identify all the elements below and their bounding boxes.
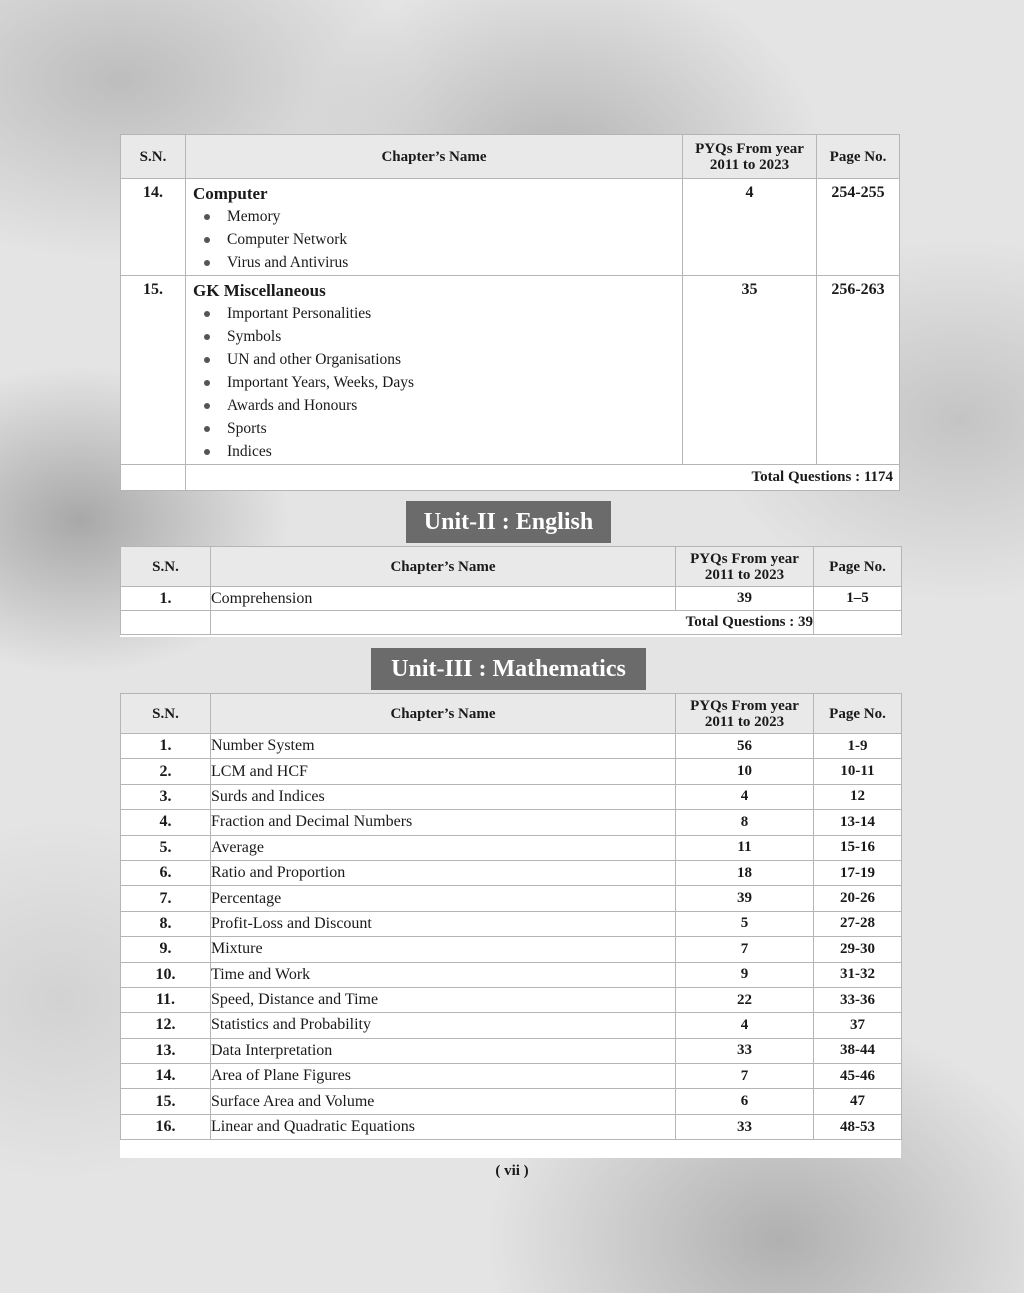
row-pyqs: 39 (676, 587, 814, 611)
topic-label: Important Personalities (227, 305, 372, 322)
bullet-icon (204, 237, 210, 243)
row-pyqs: 5 (676, 911, 814, 936)
topic-item (187, 205, 681, 228)
row-sn: 4. (121, 810, 211, 835)
row-page: 29-30 (814, 937, 902, 962)
topic-list (187, 205, 681, 274)
row-page: 45-46 (814, 1064, 902, 1089)
row-chapter: Statistics and Probability (211, 1013, 676, 1038)
chapter-title: Computer (193, 184, 268, 203)
row-chapter: Speed, Distance and Time (211, 987, 676, 1012)
unit1-table (120, 134, 900, 491)
row-page: 47 (814, 1089, 902, 1114)
row-sn: 1. (121, 734, 211, 759)
table-row (121, 886, 902, 911)
table-row (121, 937, 902, 962)
topic-label: Virus and Antivirus (227, 254, 349, 271)
header-pyqs: PYQs From year 2011 to 2023 (676, 547, 814, 587)
total-row (121, 611, 902, 635)
topic-label: Symbols (227, 328, 282, 345)
row-page: 48-53 (814, 1114, 902, 1139)
header-page-no: Page No. (817, 135, 900, 179)
row-page: 38-44 (814, 1038, 902, 1063)
row-pyqs: 10 (676, 759, 814, 784)
row-pyqs: 4 (676, 784, 814, 809)
table-row (121, 734, 902, 759)
bullet-icon (204, 403, 210, 409)
topic-item (187, 394, 681, 417)
table-row (121, 784, 902, 809)
row-pyqs: 7 (676, 1064, 814, 1089)
unit2-table (120, 546, 902, 635)
table-row (121, 860, 902, 885)
row-chapter: Profit-Loss and Discount (211, 911, 676, 936)
bullet-icon (204, 380, 210, 386)
topic-item (187, 348, 681, 371)
row-chapter: Data Interpretation (211, 1038, 676, 1063)
header-chapter-name: Chapter’s Name (186, 135, 683, 179)
row-pyqs: 9 (676, 962, 814, 987)
table-row (121, 1114, 902, 1139)
row-pyqs: 35 (683, 276, 817, 465)
row-sn: 6. (121, 860, 211, 885)
row-sn: 12. (121, 1013, 211, 1038)
bullet-icon (204, 357, 210, 363)
bullet-icon (204, 214, 210, 220)
topic-item (187, 417, 681, 440)
total-empty-cell (121, 465, 186, 491)
row-chapter: LCM and HCF (211, 759, 676, 784)
page-number: ( vii ) (495, 1163, 529, 1179)
row-page: 12 (814, 784, 902, 809)
bullet-icon (204, 334, 210, 340)
total-empty-cell (814, 611, 902, 635)
table-row (121, 276, 900, 465)
topic-item (187, 302, 681, 325)
row-chapter (186, 179, 683, 276)
row-pyqs: 33 (676, 1038, 814, 1063)
topic-label: Indices (227, 443, 272, 460)
table-row (121, 1038, 902, 1063)
bullet-icon (204, 311, 210, 317)
topic-item (187, 325, 681, 348)
header-sn: S.N. (121, 694, 211, 734)
topic-item (187, 251, 681, 274)
table-row (121, 987, 902, 1012)
row-sn: 7. (121, 886, 211, 911)
header-page-no: Page No. (814, 547, 902, 587)
row-sn: 5. (121, 835, 211, 860)
row-page: 256-263 (817, 276, 900, 465)
unit3-table-panel (120, 693, 901, 1158)
row-chapter: Surface Area and Volume (211, 1089, 676, 1114)
row-page: 13-14 (814, 810, 902, 835)
row-page: 31-32 (814, 962, 902, 987)
row-sn: 11. (121, 987, 211, 1012)
row-page: 254-255 (817, 179, 900, 276)
table-row (121, 1089, 902, 1114)
row-chapter (186, 276, 683, 465)
row-page: 15-16 (814, 835, 902, 860)
topic-list (187, 302, 681, 463)
row-page: 10-11 (814, 759, 902, 784)
unit2-table-panel (120, 546, 901, 637)
topic-item (187, 440, 681, 463)
row-sn: 8. (121, 911, 211, 936)
total-questions: Total Questions : 39 (211, 611, 814, 635)
topic-item (187, 371, 681, 394)
row-sn: 15. (121, 276, 186, 465)
topic-item (187, 228, 681, 251)
table-row (121, 1013, 902, 1038)
row-sn: 14. (121, 179, 186, 276)
chapter-title: GK Miscellaneous (193, 281, 326, 300)
unit3-table (120, 693, 902, 1140)
row-chapter: Area of Plane Figures (211, 1064, 676, 1089)
topic-label: UN and other Organisations (227, 351, 402, 368)
row-pyqs: 39 (676, 886, 814, 911)
row-page: 1–5 (814, 587, 902, 611)
table-header-row (121, 694, 902, 734)
row-pyqs: 7 (676, 937, 814, 962)
header-chapter-name: Chapter’s Name (211, 694, 676, 734)
header-sn: S.N. (121, 135, 186, 179)
row-sn: 3. (121, 784, 211, 809)
row-chapter: Mixture (211, 937, 676, 962)
topic-label: Memory (227, 208, 281, 225)
row-pyqs: 11 (676, 835, 814, 860)
row-chapter: Percentage (211, 886, 676, 911)
row-page: 1-9 (814, 734, 902, 759)
unit3-title-banner: Unit-III : Mathematics (371, 648, 646, 690)
header-pyqs: PYQs From year 2011 to 2023 (676, 694, 814, 734)
header-chapter-name: Chapter’s Name (211, 547, 676, 587)
table-row (121, 179, 900, 276)
row-pyqs: 4 (683, 179, 817, 276)
row-page: 37 (814, 1013, 902, 1038)
row-pyqs: 6 (676, 1089, 814, 1114)
table-row (121, 962, 902, 987)
row-sn: 14. (121, 1064, 211, 1089)
row-sn: 2. (121, 759, 211, 784)
row-sn: 16. (121, 1114, 211, 1139)
total-empty-cell (121, 611, 211, 635)
topic-label: Awards and Honours (227, 397, 358, 414)
row-page: 20-26 (814, 886, 902, 911)
row-pyqs: 22 (676, 987, 814, 1012)
row-pyqs: 56 (676, 734, 814, 759)
header-page-no: Page No. (814, 694, 902, 734)
topic-label: Sports (227, 420, 267, 437)
row-sn: 13. (121, 1038, 211, 1063)
row-chapter: Linear and Quadratic Equations (211, 1114, 676, 1139)
row-chapter: Comprehension (211, 587, 676, 611)
bullet-icon (204, 426, 210, 432)
row-sn: 1. (121, 587, 211, 611)
row-sn: 15. (121, 1089, 211, 1114)
row-pyqs: 4 (676, 1013, 814, 1038)
row-page: 17-19 (814, 860, 902, 885)
bullet-icon (204, 260, 210, 266)
table-header-row (121, 547, 902, 587)
header-sn: S.N. (121, 547, 211, 587)
row-pyqs: 8 (676, 810, 814, 835)
row-chapter: Number System (211, 734, 676, 759)
table-row (121, 759, 902, 784)
table-row (121, 835, 902, 860)
row-page: 27-28 (814, 911, 902, 936)
row-sn: 9. (121, 937, 211, 962)
row-pyqs: 33 (676, 1114, 814, 1139)
unit1-table-panel (120, 134, 899, 490)
total-row (121, 465, 900, 491)
table-row (121, 911, 902, 936)
header-pyqs: PYQs From year 2011 to 2023 (683, 135, 817, 179)
row-chapter: Fraction and Decimal Numbers (211, 810, 676, 835)
total-questions: Total Questions : 1174 (186, 465, 900, 491)
row-pyqs: 18 (676, 860, 814, 885)
unit2-title-banner: Unit-II : English (406, 501, 611, 543)
row-chapter: Surds and Indices (211, 784, 676, 809)
topic-label: Computer Network (227, 231, 348, 248)
bullet-icon (204, 449, 210, 455)
table-row (121, 810, 902, 835)
row-chapter: Average (211, 835, 676, 860)
row-page: 33-36 (814, 987, 902, 1012)
row-sn: 10. (121, 962, 211, 987)
topic-label: Important Years, Weeks, Days (227, 374, 415, 391)
row-chapter: Ratio and Proportion (211, 860, 676, 885)
table-row (121, 587, 902, 611)
table-header-row (121, 135, 900, 179)
row-chapter: Time and Work (211, 962, 676, 987)
table-row (121, 1064, 902, 1089)
